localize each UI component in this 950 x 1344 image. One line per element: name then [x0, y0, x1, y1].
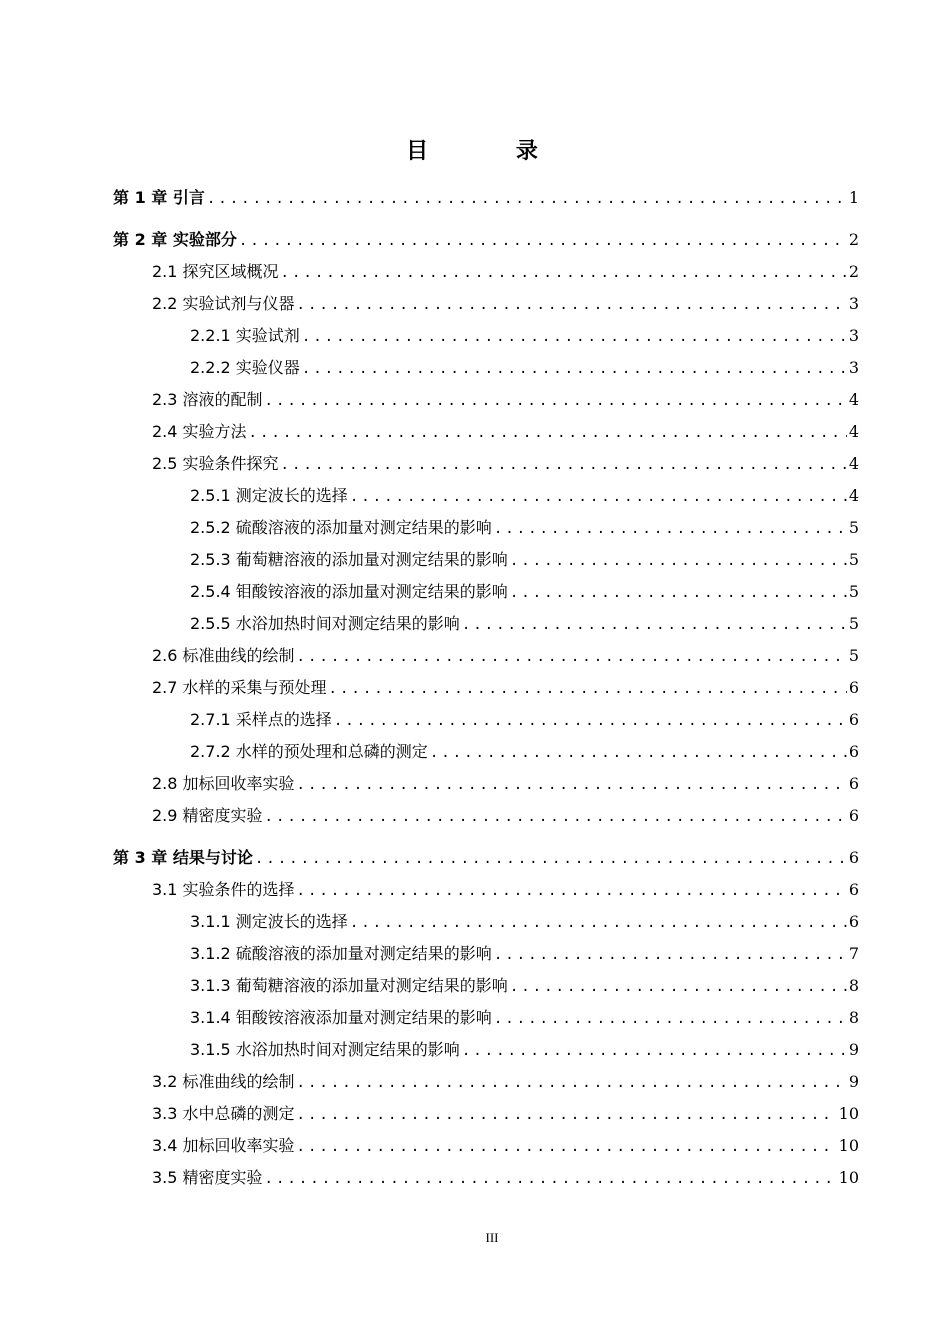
toc-entry-label: 第 3 章 结果与讨论 — [113, 848, 253, 867]
toc-entry-page: 2 — [848, 262, 859, 281]
toc-entry[interactable] — [152, 387, 859, 409]
toc-leader-dots — [510, 553, 847, 569]
toc-leader-dots — [207, 191, 847, 207]
toc-entry-page: 5 — [848, 518, 859, 537]
toc-entry-page: 5 — [848, 614, 859, 633]
toc-entry[interactable] — [113, 227, 859, 249]
toc-leader-dots — [265, 1171, 837, 1187]
toc-entry[interactable] — [190, 515, 859, 537]
toc-entry[interactable] — [152, 675, 859, 697]
toc-entry-label: 2.5.4 钼酸铵溶液的添加量对测定结果的影响 — [190, 582, 508, 601]
toc-entry-label: 2.1 探究区域概况 — [152, 262, 279, 281]
toc-entry-label: 3.1.3 葡萄糖溶液的添加量对测定结果的影响 — [190, 976, 508, 995]
toc-entry-page: 9 — [848, 1072, 859, 1091]
toc-title: 目 录 — [406, 138, 578, 164]
toc-entry-label: 2.8 加标回收率实验 — [152, 774, 295, 793]
toc-entry-label: 第 1 章 引言 — [113, 188, 205, 207]
toc-entry-page: 5 — [848, 550, 859, 569]
toc-leader-dots — [249, 425, 847, 441]
toc-leader-dots — [297, 1107, 837, 1123]
toc-entry[interactable] — [190, 483, 859, 505]
toc-entry-page: 10 — [838, 1136, 859, 1155]
toc-entry[interactable] — [190, 323, 859, 345]
toc-entry[interactable] — [113, 845, 859, 867]
page-number: III — [485, 1230, 499, 1245]
toc-entry[interactable] — [190, 1037, 859, 1059]
toc-entry[interactable] — [190, 941, 859, 963]
toc-leader-dots — [281, 265, 847, 281]
toc-leader-dots — [297, 777, 847, 793]
toc-entry[interactable] — [152, 259, 859, 281]
toc-entry-label: 2.7.2 水样的预处理和总磷的测定 — [190, 742, 428, 761]
toc-entry-page: 8 — [848, 976, 859, 995]
toc-entry[interactable] — [113, 185, 859, 207]
toc-leader-dots — [350, 915, 847, 931]
toc-entry[interactable] — [190, 707, 859, 729]
toc-entry-page: 6 — [848, 774, 859, 793]
toc-leader-dots — [297, 1139, 837, 1155]
toc-leader-dots — [494, 521, 847, 537]
toc-leader-dots — [281, 457, 847, 473]
toc-entry[interactable] — [152, 451, 859, 473]
toc-entry-page: 4 — [848, 390, 859, 409]
toc-leader-dots — [494, 947, 847, 963]
toc-leader-dots — [297, 649, 847, 665]
toc-entry-page: 7 — [848, 944, 859, 963]
toc-leader-dots — [462, 1043, 847, 1059]
toc-leader-dots — [302, 361, 847, 377]
toc-entry-label: 3.1.5 水浴加热时间对测定结果的影响 — [190, 1040, 460, 1059]
toc-entry-label: 2.7.1 采样点的选择 — [190, 710, 332, 729]
toc-entry-label: 2.5.3 葡萄糖溶液的添加量对测定结果的影响 — [190, 550, 508, 569]
toc-entry[interactable] — [190, 1005, 859, 1027]
toc-entry-label: 3.3 水中总磷的测定 — [152, 1104, 295, 1123]
toc-entry-page: 2 — [848, 230, 859, 249]
toc-entry-page: 6 — [848, 848, 859, 867]
toc-entry[interactable] — [152, 419, 859, 441]
toc-entry-label: 2.2 实验试剂与仪器 — [152, 294, 295, 313]
toc-entry-page: 6 — [848, 806, 859, 825]
toc-entry[interactable] — [152, 771, 859, 793]
toc-entry-label: 2.2.1 实验试剂 — [190, 326, 300, 345]
toc-leader-dots — [510, 979, 847, 995]
toc-leader-dots — [462, 617, 847, 633]
toc-entry-label: 2.3 溶液的配制 — [152, 390, 263, 409]
toc-entry-page: 6 — [848, 742, 859, 761]
toc-entry[interactable] — [190, 739, 859, 761]
toc-leader-dots — [510, 585, 847, 601]
toc-entry-page: 3 — [848, 358, 859, 377]
toc-entry-label: 3.2 标准曲线的绘制 — [152, 1072, 295, 1091]
toc-entry-label: 2.5.2 硫酸溶液的添加量对测定结果的影响 — [190, 518, 492, 537]
toc-entry-label: 2.5.1 测定波长的选择 — [190, 486, 348, 505]
toc-entry[interactable] — [190, 579, 859, 601]
toc-leader-dots — [329, 681, 847, 697]
toc-leader-dots — [255, 851, 847, 867]
toc-leader-dots — [430, 745, 847, 761]
toc-entry-page: 1 — [848, 188, 859, 207]
toc-entry-label: 2.5 实验条件探究 — [152, 454, 279, 473]
toc-entry-page: 8 — [848, 1008, 859, 1027]
toc-entry-label: 3.1.1 测定波长的选择 — [190, 912, 348, 931]
toc-entry[interactable] — [152, 643, 859, 665]
toc-entry-page: 6 — [848, 710, 859, 729]
toc-entry[interactable] — [190, 355, 859, 377]
toc-entry-page: 6 — [848, 880, 859, 899]
toc-entry-page: 6 — [848, 678, 859, 697]
toc-leader-dots — [302, 329, 847, 345]
toc-entry-label: 3.1.2 硫酸溶液的添加量对测定结果的影响 — [190, 944, 492, 963]
toc-entry[interactable] — [152, 1133, 859, 1155]
toc-entry-label: 第 2 章 实验部分 — [113, 230, 237, 249]
toc-entry-page: 6 — [848, 912, 859, 931]
toc-entry-label: 3.1.4 钼酸铵溶液添加量对测定结果的影响 — [190, 1008, 492, 1027]
toc-entry[interactable] — [152, 877, 859, 899]
toc-entry-label: 2.4 实验方法 — [152, 422, 247, 441]
toc-entry-page: 5 — [848, 582, 859, 601]
toc-entry[interactable] — [152, 1069, 859, 1091]
toc-entry[interactable] — [190, 611, 859, 633]
toc-entry[interactable] — [190, 547, 859, 569]
toc-entry-label: 2.2.2 实验仪器 — [190, 358, 300, 377]
toc-entry[interactable] — [190, 973, 859, 995]
toc-entry-label: 3.4 加标回收率实验 — [152, 1136, 295, 1155]
toc-leader-dots — [350, 489, 847, 505]
toc-entry-page: 4 — [848, 486, 859, 505]
toc-entry-page: 4 — [848, 422, 859, 441]
toc-entry-label: 2.6 标准曲线的绘制 — [152, 646, 295, 665]
toc-entry-page: 4 — [848, 454, 859, 473]
toc-entry-page: 5 — [848, 646, 859, 665]
toc-entry[interactable] — [152, 291, 859, 313]
toc-entry-label: 3.1 实验条件的选择 — [152, 880, 295, 899]
toc-entry-label: 2.7 水样的采集与预处理 — [152, 678, 327, 697]
toc-entry-page: 10 — [838, 1104, 859, 1123]
toc-leader-dots — [297, 883, 847, 899]
toc-entry-label: 3.5 精密度实验 — [152, 1168, 263, 1187]
toc-entry[interactable] — [190, 909, 859, 931]
toc-leader-dots — [239, 233, 847, 249]
toc-entry[interactable] — [152, 803, 859, 825]
toc-entry-label: 2.9 精密度实验 — [152, 806, 263, 825]
toc-entry-page: 9 — [848, 1040, 859, 1059]
toc-leader-dots — [334, 713, 847, 729]
toc-entry-page: 3 — [848, 326, 859, 345]
toc-entry-page: 3 — [848, 294, 859, 313]
toc-leader-dots — [297, 297, 847, 313]
toc-entry-label: 2.5.5 水浴加热时间对测定结果的影响 — [190, 614, 460, 633]
toc-leader-dots — [265, 809, 847, 825]
toc-entry[interactable] — [152, 1165, 859, 1187]
toc-leader-dots — [494, 1011, 847, 1027]
toc-entry-page: 10 — [838, 1168, 859, 1187]
toc-entry[interactable] — [152, 1101, 859, 1123]
toc-leader-dots — [297, 1075, 847, 1091]
toc-leader-dots — [265, 393, 847, 409]
